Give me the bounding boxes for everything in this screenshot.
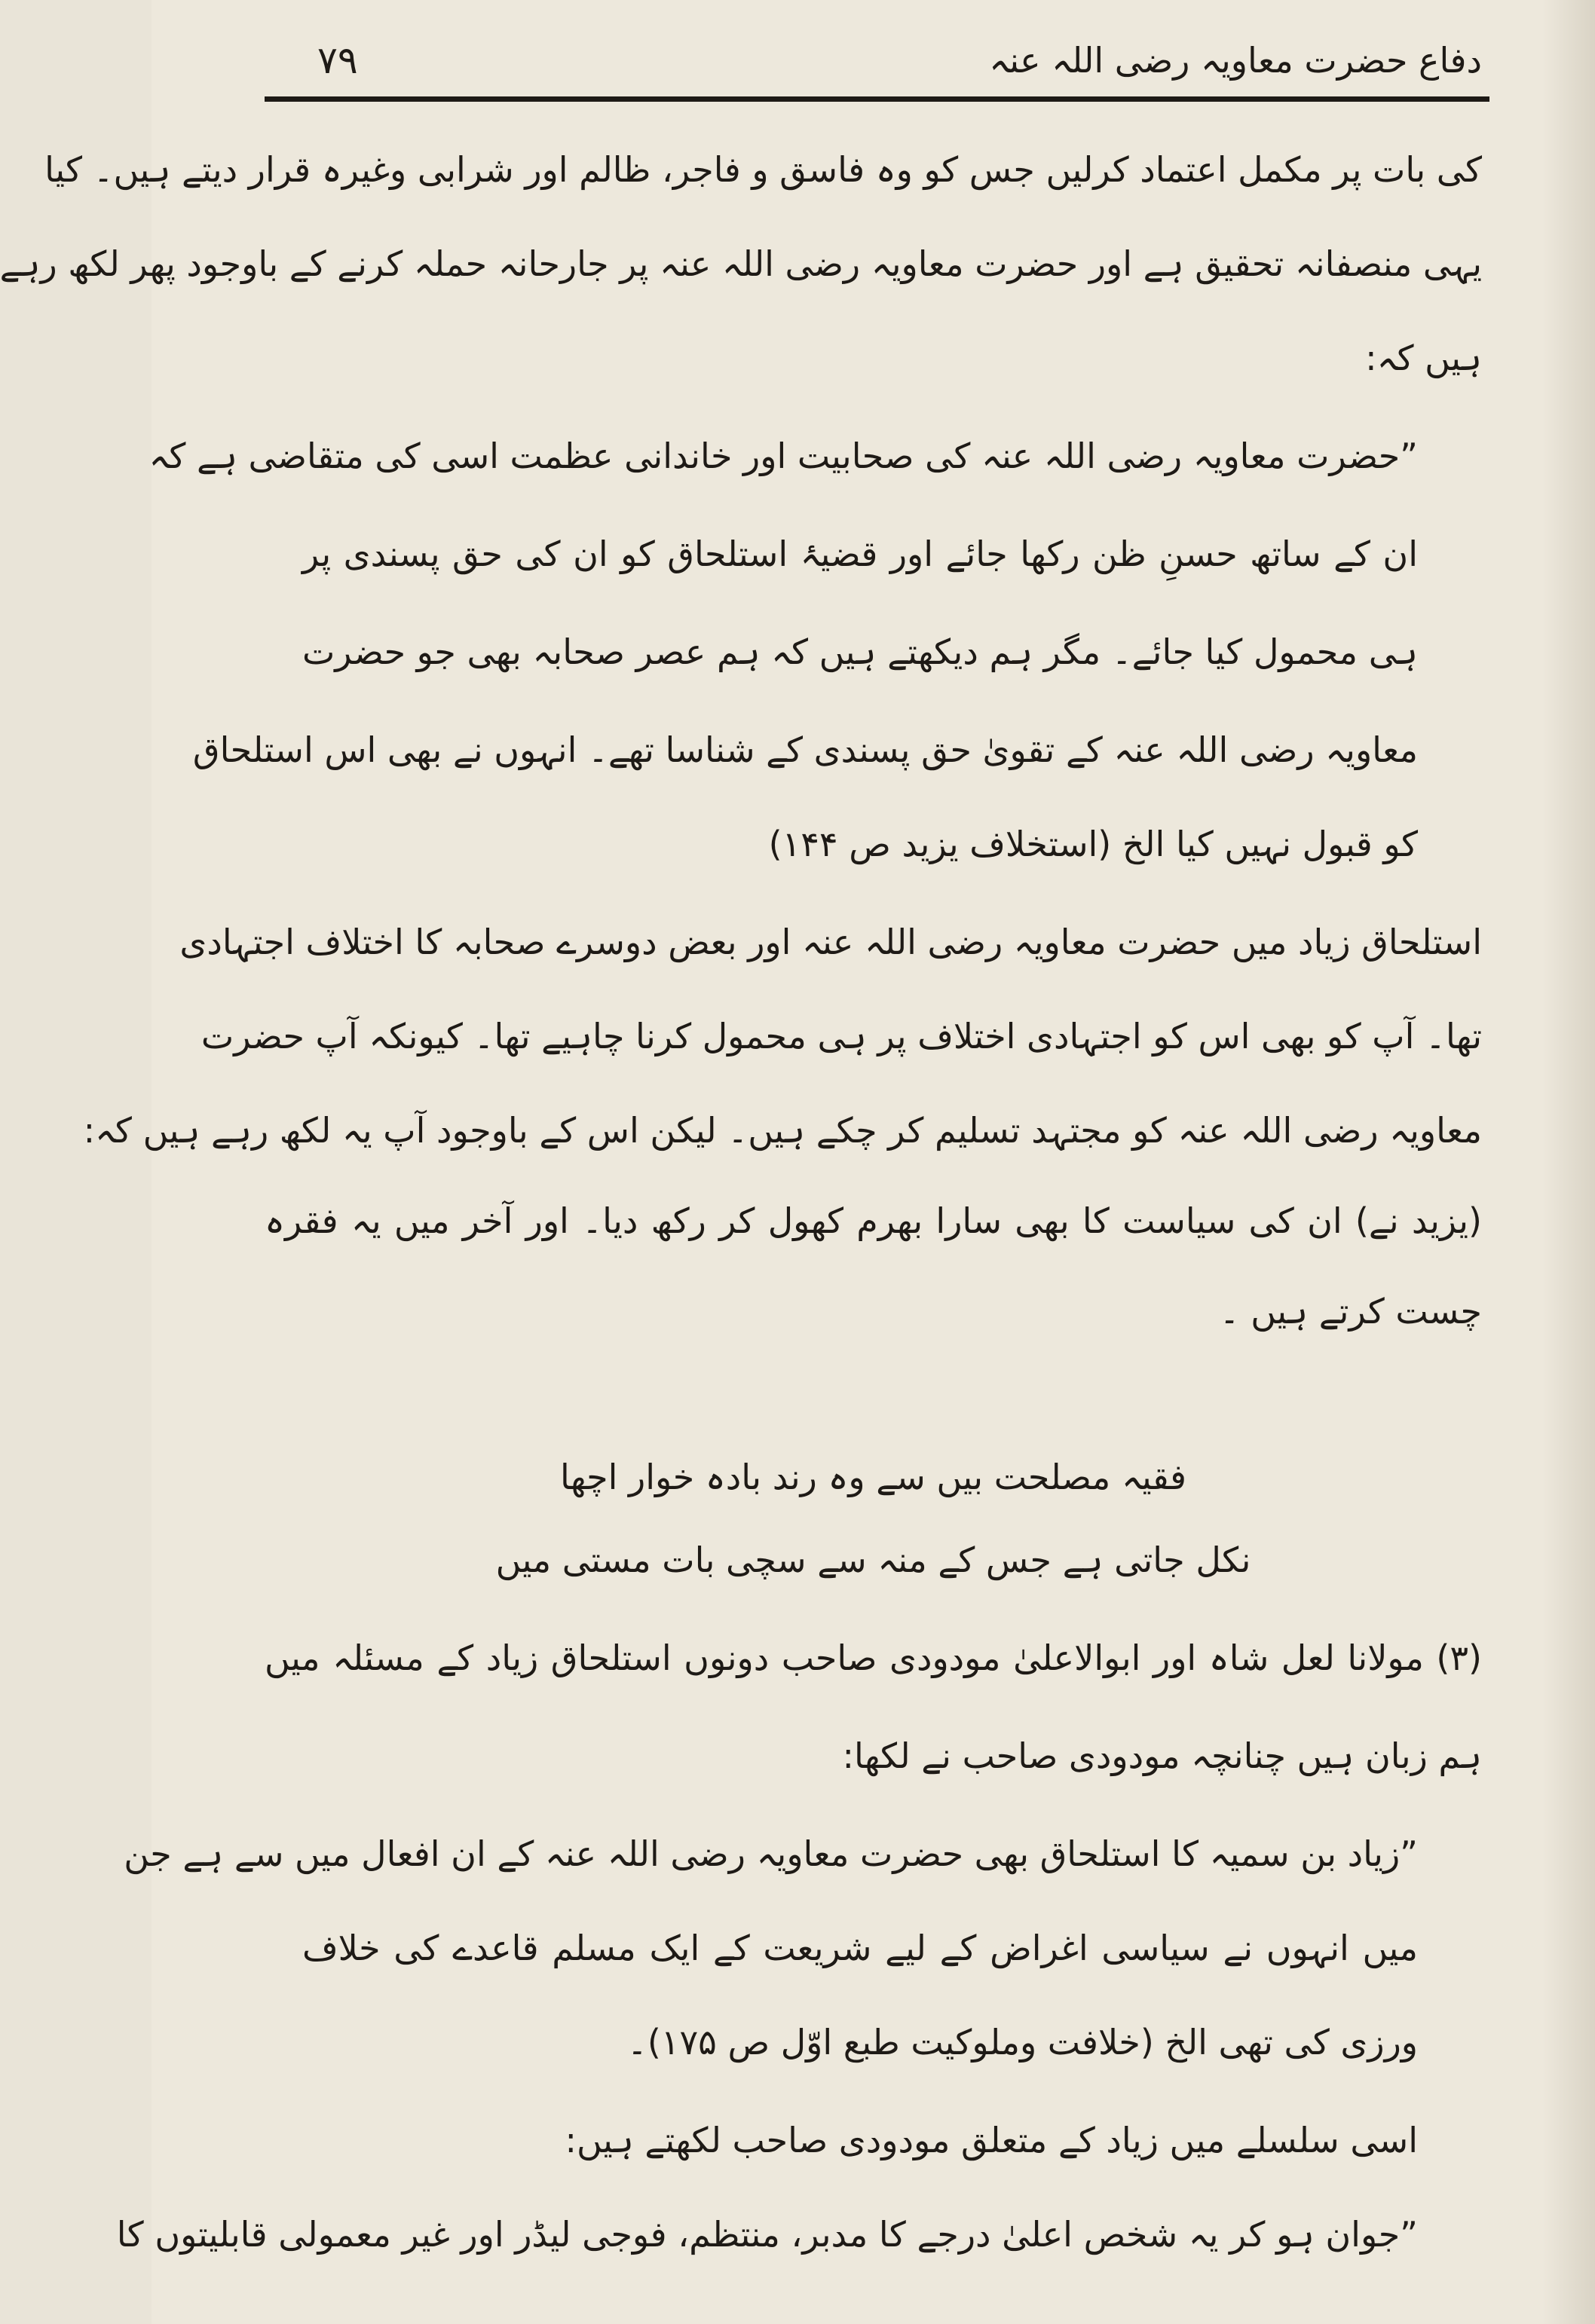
header-title: دفاع حضرت معاویہ رضی اللہ عنہ — [989, 40, 1482, 81]
text-line: ہم زبان ہیں چنانچہ مودودی صاحب نے لکھا: — [842, 1735, 1482, 1776]
text-line: یہی منصفانہ تحقیق ہے اور حضرت معاویہ رضی اللہ عنہ پر جارحانہ حملہ کرنے کے باوجود پھر لکھ رہے — [0, 243, 1482, 284]
text-line: چست کرتے ہیں ۔ — [1219, 1291, 1482, 1332]
text-line: ہیں کہ: — [1365, 338, 1482, 378]
text-line: تھا۔ آپ کو بھی اس کو اجتہادی اختلاف پر ہی محمول کرنا چاہیے تھا۔ کیونکہ آپ حضرت — [201, 1016, 1482, 1057]
text-line: معاویہ رضی اللہ عنہ کو مجتہد تسلیم کر چکے ہیں۔ لیکن اس کے باوجود آپ یہ لکھ رہے ہیں کہ: — [83, 1110, 1482, 1151]
quote-line: معاویہ رضی اللہ عنہ کے تقویٰ حق پسندی کے شناسا تھے۔ انہوں نے بھی اس استلحاق — [192, 729, 1418, 770]
text-line: اسی سلسلے میں زیاد کے متعلق مودودی صاحب لکھتے ہیں: — [565, 2120, 1418, 2160]
text-line: استلحاق زیاد میں حضرت معاویہ رضی اللہ عنہ اور بعض دوسرے صحابہ کا اختلاف اجتہادی — [179, 922, 1482, 962]
running-header — [265, 30, 1482, 90]
quote-line: میں انہوں نے سیاسی اغراض کے لیے شریعت کے ایک مسلم قاعدے کی خلاف — [302, 1928, 1418, 1968]
header-rule — [265, 96, 1489, 102]
text-line: (۳) مولانا لعل شاہ اور ابوالاعلیٰ مودودی صاحب دونوں استلحاق زیاد کے مسئلہ میں — [265, 1638, 1482, 1678]
text-line: (یزید نے) ان کی سیاست کا بھی سارا بھرم کھول کر رکھ دیا۔ اور آخر میں یہ فقرہ — [265, 1200, 1482, 1241]
quote-line: ”حضرت معاویہ رضی اللہ عنہ کی صحابیت اور خاندانی عظمت اسی کی متقاضی ہے کہ — [148, 436, 1418, 476]
quote-line: کو قبول نہیں کیا الخ (استخلاف یزید ص ۱۴۴) — [768, 824, 1418, 864]
couplet-line: نکل جاتی ہے جس کے منہ سے سچی بات مستی میں — [495, 1540, 1251, 1580]
quote-line: ان کے ساتھ حسنِ ظن رکھا جائے اور قضیۂ استلحاق کو ان کی حق پسندی پر — [302, 534, 1418, 574]
quote-line: ”جوان ہو کر یہ شخص اعلیٰ درجے کا مدبر، منتظم، فوجی لیڈر اور غیر معمولی قابلیتوں کا — [116, 2214, 1418, 2255]
text-line: کی بات پر مکمل اعتماد کرلیں جس کو وہ فاسق و فاجر، ظالم اور شرابی وغیرہ قرار دیتے ہیں۔ کیا — [44, 149, 1482, 190]
quote-line: ”زیاد بن سمیہ کا استلحاق بھی حضرت معاویہ رضی اللہ عنہ کے ان افعال میں سے ہے جن — [124, 1833, 1418, 1874]
quote-line: ورزی کی تھی الخ (خلافت وملوکیت طبع اوّل ص ۱۷۵)۔ — [626, 2022, 1418, 2063]
quote-line: ہی محمول کیا جائے۔ مگر ہم دیکھتے ہیں کہ ہم عصر صحابہ بھی جو حضرت — [302, 631, 1418, 672]
page-number: ۷۹ — [317, 38, 358, 82]
couplet-line: فقیہ مصلحت بیں سے وہ رند بادہ خوار اچھا — [559, 1457, 1187, 1497]
page-edge-shadow — [1542, 0, 1595, 2324]
